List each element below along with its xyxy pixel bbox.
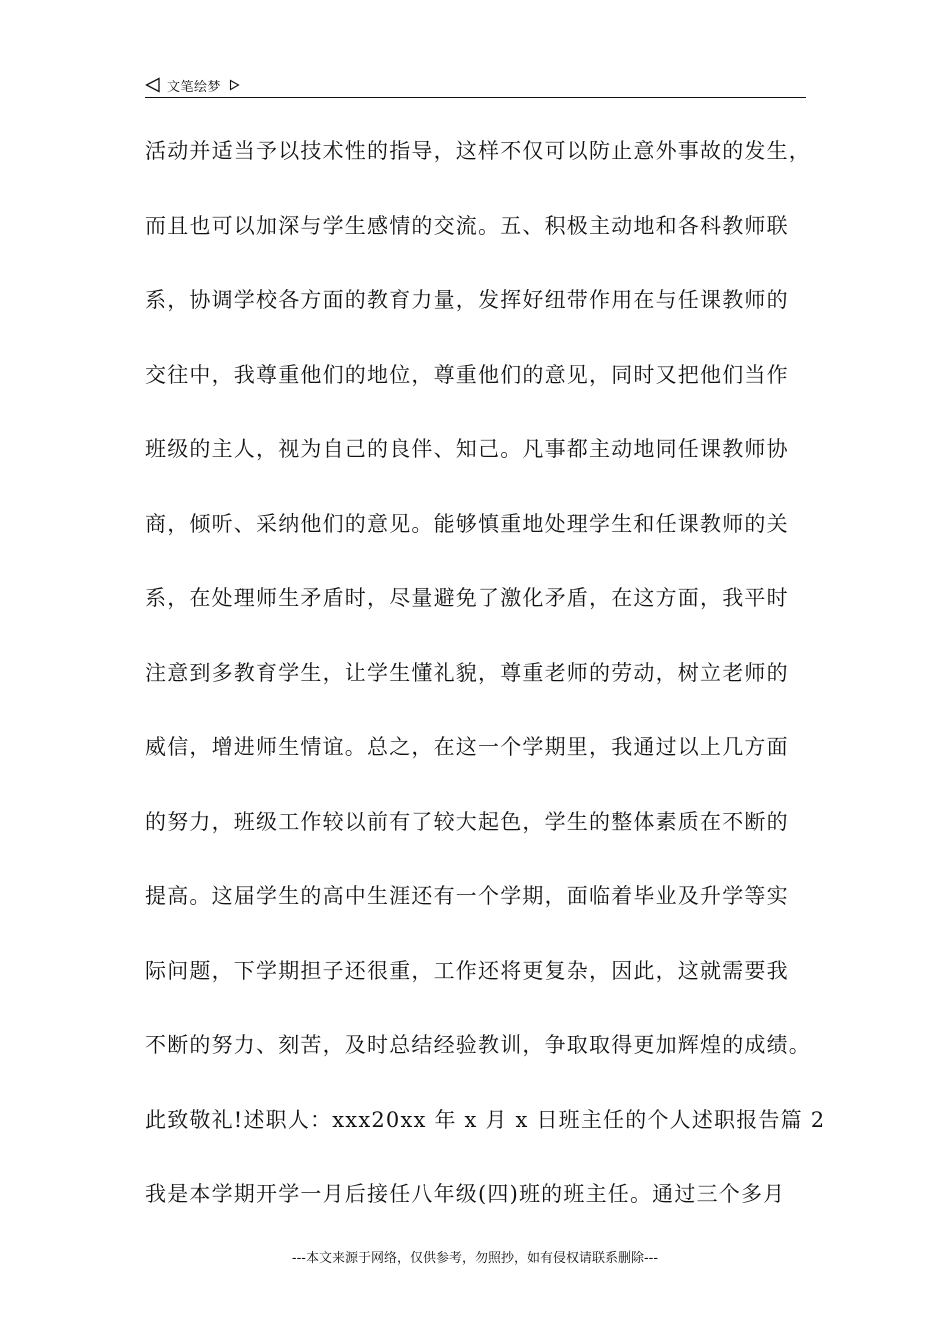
body-line: 此致敬礼!述职人：xxx20xx 年 x 月 x 日班主任的个人述职报告篇 2 bbox=[145, 1107, 826, 1132]
body-line: 不断的努力、刻苦，及时总结经验教训，争取取得更加辉煌的成绩。 bbox=[145, 1033, 811, 1057]
body-line: 而且也可以加深与学生感情的交流。五、积极主动地和各科教师联 bbox=[145, 213, 789, 238]
body-line: 我是本学期开学一月后接任八年级(四)班的班主任。通过三个多月 bbox=[145, 1182, 786, 1206]
body-line: 商，倾听、采纳他们的意见。能够慎重地处理学生和任课教师的关 bbox=[145, 511, 789, 536]
body-line: 际问题，下学期担子还很重，工作还将更复杂，因此，这就需要我 bbox=[145, 958, 789, 983]
footer-notice: ---本文来源于网络，仅供参考，勿照抄，如有侵权请联系删除--- bbox=[291, 1251, 659, 1266]
body-line: 系，在处理师生矛盾时，尽量避免了激化矛盾，在这方面，我平时 bbox=[145, 586, 789, 610]
header-brand: 文笔绘梦 bbox=[167, 79, 222, 95]
header-divider bbox=[145, 97, 806, 98]
body-line: 的努力，班级工作较以前有了较大起色，学生的整体素质在不断的 bbox=[145, 809, 789, 834]
body-line: 提高。这届学生的高中生涯还有一个学期，面临着毕业及升学等实 bbox=[145, 884, 789, 908]
body-line: 威信，增进师生情谊。总之，在这一个学期里，我通过以上几方面 bbox=[145, 735, 789, 759]
body-line: 班级的主人，视为自己的良伴、知己。凡事都主动地同任课教师协 bbox=[145, 437, 789, 461]
body-line: 交往中，我尊重他们的地位，尊重他们的意见，同时又把他们当作 bbox=[145, 362, 789, 387]
triangle-left-outline-icon bbox=[145, 77, 161, 93]
triangle-right-outline-icon bbox=[229, 79, 240, 91]
body-line: 系，协调学校各方面的教育力量，发挥好纽带作用在与任课教师的 bbox=[145, 288, 789, 312]
document-body bbox=[145, 131, 825, 1249]
body-line: 活动并适当予以技术性的指导，这样不仅可以防止意外事故的发生， bbox=[145, 139, 811, 163]
body-line: 注意到多教育学生，让学生懂礼貌，尊重老师的劳动，树立老师的 bbox=[145, 660, 789, 685]
page-header bbox=[145, 74, 240, 96]
